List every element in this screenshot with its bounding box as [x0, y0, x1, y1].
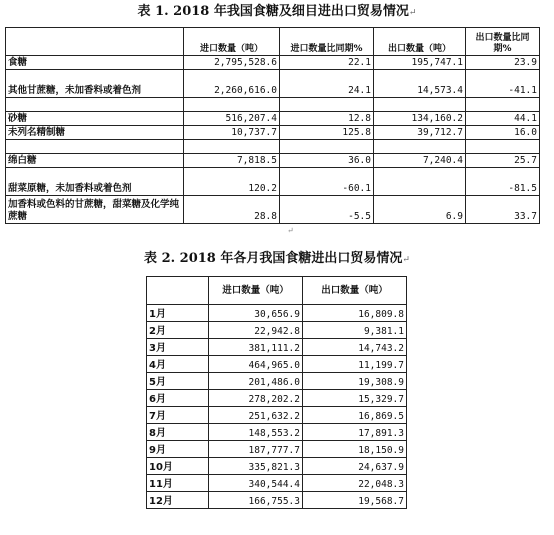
export-qty: 16,869.5 — [303, 407, 407, 424]
header-cell: 进口数量（吨） — [184, 28, 280, 56]
table-header-row — [147, 277, 407, 305]
export-qty: 9,381.1 — [303, 322, 407, 339]
import-qty: 166,755.3 — [209, 492, 303, 509]
import-qty: 148,553.2 — [209, 424, 303, 441]
table-header-row — [6, 28, 540, 56]
import-qty: 120.2 — [184, 168, 280, 196]
table-row — [147, 322, 407, 339]
export-yoy: 44.1 — [466, 112, 540, 126]
spacer-row — [6, 98, 540, 112]
import-qty: 201,486.0 — [209, 373, 303, 390]
month-label: 4月 — [147, 356, 209, 373]
import-qty: 22,942.8 — [209, 322, 303, 339]
table-row — [147, 390, 407, 407]
table-row — [6, 56, 540, 70]
import-yoy: 125.8 — [280, 126, 374, 140]
table-row — [147, 373, 407, 390]
month-label: 5月 — [147, 373, 209, 390]
import-yoy: -60.1 — [280, 168, 374, 196]
export-qty: 6.9 — [374, 196, 466, 224]
month-label: 8月 — [147, 424, 209, 441]
import-qty: 7,818.5 — [184, 154, 280, 168]
import-yoy: 22.1 — [280, 56, 374, 70]
export-qty: 14,573.4 — [374, 70, 466, 98]
row-label: 未列名精制糖 — [6, 126, 184, 140]
month-label: 9月 — [147, 441, 209, 458]
import-qty: 278,202.2 — [209, 390, 303, 407]
row-label: 砂糖 — [6, 112, 184, 126]
month-label: 7月 — [147, 407, 209, 424]
export-qty: 22,048.3 — [303, 475, 407, 492]
table-row — [6, 168, 540, 196]
import-qty: 2,260,616.0 — [184, 70, 280, 98]
export-yoy: 33.7 — [466, 196, 540, 224]
table-row — [147, 441, 407, 458]
export-yoy: 23.9 — [466, 56, 540, 70]
import-yoy: 24.1 — [280, 70, 374, 98]
table-row — [6, 196, 540, 224]
export-yoy: 25.7 — [466, 154, 540, 168]
month-label: 10月 — [147, 458, 209, 475]
import-qty: 381,111.2 — [209, 339, 303, 356]
header-cell: 出口数量（吨） — [303, 277, 407, 305]
spacer-row — [6, 140, 540, 154]
header-cell: 进口数量（吨） — [209, 277, 303, 305]
header-cell: 进口数量比同期% — [280, 28, 374, 56]
table-row — [147, 492, 407, 509]
return-mark: ↵ — [402, 255, 410, 265]
export-qty: 17,891.3 — [303, 424, 407, 441]
export-qty: 15,329.7 — [303, 390, 407, 407]
export-qty: 11,199.7 — [303, 356, 407, 373]
export-qty: 19,568.7 — [303, 492, 407, 509]
monthly-trade-table — [146, 276, 407, 509]
table-row — [147, 407, 407, 424]
header-cell — [6, 28, 184, 56]
paragraph-mark: ↵ — [287, 226, 294, 235]
sugar-trade-table — [5, 27, 540, 224]
export-qty: 19,308.9 — [303, 373, 407, 390]
export-yoy: -81.5 — [466, 168, 540, 196]
table2-title: 表 2. 2018 年各月我国食糖进出口贸易情况↵ — [144, 251, 410, 266]
row-label: 其他甘蔗糖，未加香料或着色剂 — [6, 70, 184, 98]
table1-title: 表 1. 2018 年我国食糖及细目进出口贸易情况↵ — [137, 4, 417, 19]
header-cell: 出口数量（吨） — [374, 28, 466, 56]
table-row — [147, 305, 407, 322]
export-yoy: 16.0 — [466, 126, 540, 140]
month-label: 11月 — [147, 475, 209, 492]
export-qty: 7,240.4 — [374, 154, 466, 168]
table-row — [147, 339, 407, 356]
import-qty: 335,821.3 — [209, 458, 303, 475]
import-qty: 30,656.9 — [209, 305, 303, 322]
import-qty: 516,207.4 — [184, 112, 280, 126]
table-row — [147, 458, 407, 475]
header-cell — [147, 277, 209, 305]
header-cell: 出口数量比同期% — [466, 28, 540, 56]
import-qty: 2,795,528.6 — [184, 56, 280, 70]
return-mark: ↵ — [408, 8, 417, 18]
table-row — [6, 112, 540, 126]
import-yoy: 36.0 — [280, 154, 374, 168]
table-row — [147, 356, 407, 373]
export-qty: 24,637.9 — [303, 458, 407, 475]
row-label: 食糖 — [6, 56, 184, 70]
export-qty: 14,743.2 — [303, 339, 407, 356]
month-label: 1月 — [147, 305, 209, 322]
export-qty: 134,160.2 — [374, 112, 466, 126]
month-label: 3月 — [147, 339, 209, 356]
import-qty: 28.8 — [184, 196, 280, 224]
import-qty: 10,737.7 — [184, 126, 280, 140]
table-row — [6, 154, 540, 168]
import-qty: 340,544.4 — [209, 475, 303, 492]
import-yoy: 12.8 — [280, 112, 374, 126]
month-label: 12月 — [147, 492, 209, 509]
import-qty: 187,777.7 — [209, 441, 303, 458]
import-qty: 464,965.0 — [209, 356, 303, 373]
table-row — [147, 475, 407, 492]
export-qty: 195,747.1 — [374, 56, 466, 70]
row-label: 加香料或色料的甘蔗糖，甜菜糖及化学纯蔗糖 — [6, 196, 184, 224]
export-qty: 39,712.7 — [374, 126, 466, 140]
export-qty: 18,150.9 — [303, 441, 407, 458]
export-qty — [374, 168, 466, 196]
table-row — [147, 424, 407, 441]
export-yoy: -41.1 — [466, 70, 540, 98]
table-row — [6, 70, 540, 98]
row-label: 甜菜原糖，未加香料或着色剂 — [6, 168, 184, 196]
export-qty: 16,809.8 — [303, 305, 407, 322]
month-label: 6月 — [147, 390, 209, 407]
table-row — [6, 126, 540, 140]
import-qty: 251,632.2 — [209, 407, 303, 424]
import-yoy: -5.5 — [280, 196, 374, 224]
month-label: 2月 — [147, 322, 209, 339]
row-label: 绵白糖 — [6, 154, 184, 168]
